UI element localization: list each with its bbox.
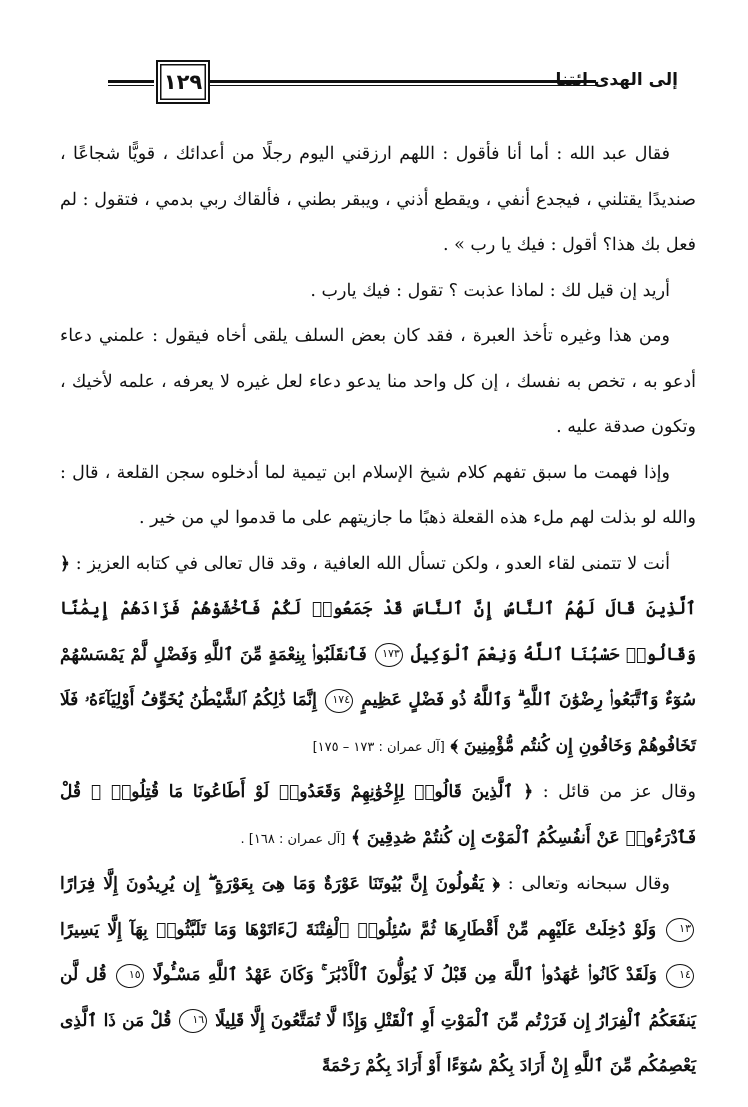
- quran-verse: ﴿ ٱلَّذِينَ قَالُوا۟ لِإِخْوَٰنِهِمْ وَقَعَدُوا۟ لَوْ أَطَاعُونَا مَا قُتِلُوا۟ ۗ قُلْ فَٱدْرَءُوا۟ عَنْ أَنفُسِكُمُ ٱلْمَوْتَ إِن كُنتُمْ صَٰدِقِينَ ﴾: [60, 782, 696, 848]
- verse-number-marker: ١٧٤: [325, 689, 353, 713]
- verse-number-marker: ١٥: [116, 964, 144, 988]
- page-body: [60, 132, 696, 1090]
- running-title: إلى الهدى ائتنا: [555, 70, 678, 90]
- quran-verse: ﴿ يَقُولُونَ إِنَّ بُيُوتَنَا عَوْرَةٌ وَمَا هِىَ بِعَوْرَةٍ ۖ إِن يُرِيدُونَ إِلَّا فِرَارًا: [60, 874, 500, 894]
- page-header: [0, 52, 748, 112]
- verse-number-marker: ١٧٣: [375, 643, 403, 667]
- quran-verse: وَلَوْ دُخِلَتْ عَلَيْهِم مِّنْ أَقْطَارِهَا ثُمَّ سُئِلُوا۟ ٱلْفِتْنَةَ لَءَاتَوْهَا وَمَا تَلَبَّثُوا۟ بِهَآ إِلَّا يَسِيرًا: [60, 919, 657, 940]
- header-rule-left: [108, 80, 154, 86]
- verse-number-marker: ١٦: [179, 1009, 207, 1033]
- paragraph-6-intro: وقال عز من قائل :: [542, 782, 697, 802]
- paragraph-6: [60, 770, 696, 862]
- paragraph-2: أريد إن قيل لك : لماذا عذبت ؟ تقول : فيك يارب .: [310, 280, 670, 301]
- quran-verse: قُلْ مَن ذَا ٱلَّذِى يَعْصِمُكُم مِّنَ ٱللَّهِ إِنْ أَرَادَ بِكُمْ سُوٓءًا أَوْ أَرَادَ بِكُمْ رَحْمَةً: [60, 1010, 696, 1076]
- paragraph-7-intro: وقال سبحانه وتعالى :: [507, 874, 670, 894]
- verse-number-marker: ١٤: [666, 964, 694, 988]
- paragraph-4: وإذا فهمت ما سبق تفهم كلام شيخ الإسلام ابن تيمية لما أدخلوه سجن القلعة ، قال : والله لو بذلت لهم ملء هذه القعلة ذهبًا ما جازيتهم على ما قدموا لي من خير .: [60, 462, 696, 528]
- paragraph-3: ومن هذا وغيره تأخذ العبرة ، فقد كان بعض السلف يلقى أخاه فيقول : علمني دعاء أدعو به ، تخص به نفسك ، إن كل واحد منا يدعو دعاء لعل غيره لا يعرفه ، علمه لأخيك ، وتكون صدقة عليه .: [60, 326, 696, 437]
- paragraph-5-intro: أنت لا تتمنى لقاء العدو ، ولكن تسأل الله العافية ، وقد قال تعالى في كتابه العزيز :: [75, 553, 670, 574]
- paragraph-1: فقال عبد الله : أما أنا فأقول : اللهم ارزقني اليوم رجلًا من أعدائك ، قويًّا شجاعًا ، صنديدًا يقتلني ، فيجدع أنفي ، ويقطع أذني ، ويبقر بطني ، فألقاك ربي بدمي ، فتقول : لم فعل بك هذا؟ أقول : فيك يا رب » .: [60, 144, 696, 255]
- quran-verse: قُل لَّن يَنفَعَكُمُ ٱلْفِرَارُ إِن فَرَرْتُم مِّنَ ٱلْمَوْتِ أَوِ ٱلْقَتْلِ وَإِذًا لَّا تُمَتَّعُونَ إِلَّا قَلِيلًا: [60, 965, 696, 1031]
- verse-reference: [آل عمران : ١٦٨] .: [240, 831, 346, 847]
- verse-reference: [آل عمران : ١٧٣ – ١٧٥]: [312, 739, 445, 755]
- header-rule-right: [208, 80, 596, 86]
- quran-verse: إِنَّمَا ذَٰلِكُمُ ٱلشَّيْطَٰنُ يُخَوِّفُ أَوْلِيَآءَهُۥ فَلَا تَخَافُوهُمْ وَخَافُونِ إِن كُنتُم مُّؤْمِنِينَ ﴾: [60, 690, 696, 756]
- paragraph-7: [60, 862, 696, 1090]
- paragraph-5: [60, 542, 696, 771]
- quran-verse: وَلَقَدْ كَانُوا۟ عَٰهَدُوا۟ ٱللَّهَ مِن قَبْلُ لَا يُوَلُّونَ ٱلْأَدْبَٰرَ ۚ وَكَانَ عَهْدُ ٱللَّهِ مَسْـُٔولًا: [152, 965, 657, 985]
- verse-number-marker: ١٣: [666, 918, 694, 942]
- page-number: ١٢٩: [156, 60, 210, 104]
- quran-verse: فَٱنقَلَبُوا۟ بِنِعْمَةٍ مِّنَ ٱللَّهِ وَفَضْلٍ لَّمْ يَمْسَسْهُمْ سُوٓءٌ وَٱتَّبَعُوا۟ رِضْوَٰنَ ٱللَّهِ ۗ وَٱللَّهُ ذُو فَضْلٍ عَظِيمٍ: [60, 644, 696, 710]
- quran-verse: ﴿ ٱلَّذِينَ قَالَ لَهُمُ ٱلنَّاسُ إِنَّ ٱلنَّاسَ قَدْ جَمَعُوا۟ لَكُمْ فَٱخْشَوْهُمْ فَزَادَهُمْ إِيمَٰنًا وَقَالُوا۟ حَسْبُنَا ٱللَّهُ وَنِعْمَ ٱلْوَكِيلُ: [60, 553, 696, 665]
